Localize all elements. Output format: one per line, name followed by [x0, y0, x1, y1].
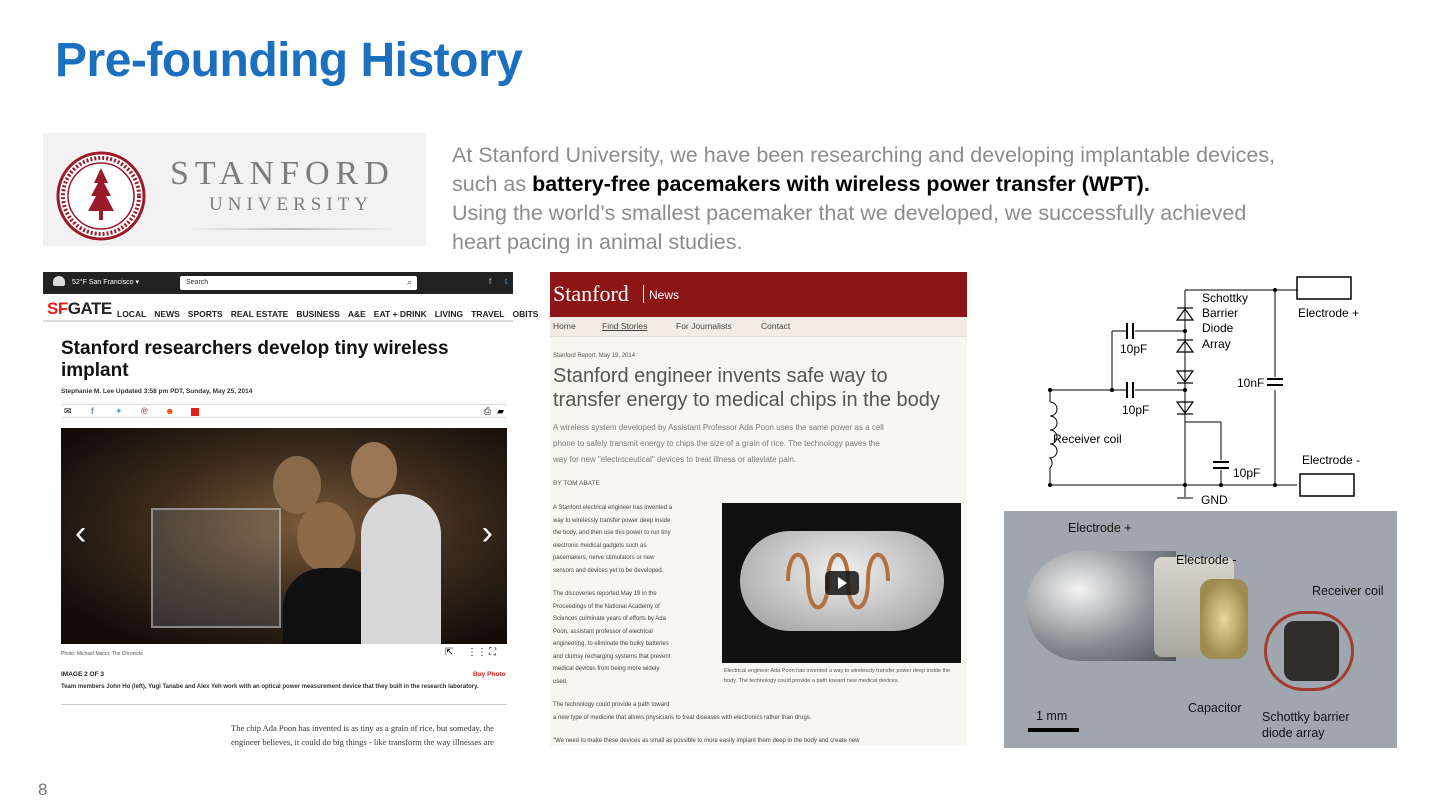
sfgate-gallery-photo: [61, 428, 507, 644]
photo-label-schottky-2: diode array: [1262, 726, 1325, 740]
intro-paragraph: [452, 141, 1412, 257]
device-electrode-minus: [1200, 579, 1248, 659]
photo-label-electrode-plus: Electrode +: [1068, 521, 1132, 535]
fullscreen-icon[interactable]: ⛶: [489, 647, 496, 658]
label-array: Array: [1202, 337, 1231, 351]
label-cap2: 10pF: [1122, 403, 1150, 417]
slide-title: Pre-founding History: [55, 34, 523, 87]
sfgate-nav-item[interactable]: A&E: [347, 309, 366, 319]
facebook-share-icon[interactable]: f: [91, 406, 94, 416]
sfgate-nav-item[interactable]: LIVING: [434, 309, 464, 319]
sn-dek: [553, 420, 967, 468]
intro-line-2-prefix: such as: [452, 172, 533, 196]
stanford-logo: [43, 133, 426, 246]
photo-person-3: [297, 502, 355, 572]
label-receiver-coil: Receiver coil: [1053, 432, 1122, 446]
sfgate-caption: Team members John Ho (left), Yugi Tanabe and Alex Yeh work with an optical power measurement device that they built in the research laboratory.: [61, 684, 479, 690]
share-photo-icon[interactable]: ⇱: [445, 647, 454, 658]
pinterest-icon[interactable]: ℗: [141, 406, 148, 416]
label-electrode-minus: Electrode -: [1302, 453, 1361, 467]
photo-apparatus: [151, 508, 281, 628]
sfgate-nav-item[interactable]: TRAVEL: [471, 309, 505, 319]
logo-divider: [183, 228, 398, 230]
photo-scale-bar: [1028, 728, 1079, 732]
sn-nav-item[interactable]: For Journalists: [676, 321, 732, 331]
stanford-news-header: [550, 272, 967, 317]
photo-scale-label: 1 mm: [1036, 709, 1068, 723]
sn-text-line: used.: [553, 678, 568, 685]
sn-tail-line-2: a new type of medicine that allows physicians to treat diseases with electronics rather than drugs.: [553, 715, 812, 721]
sfgate-share-bar: [61, 404, 507, 418]
sn-text-line: Poon, assistant professor of electrical: [553, 628, 653, 635]
label-gnd: GND: [1201, 493, 1228, 507]
sn-text-line: the body, and then use this power to run tiny: [553, 530, 671, 536]
photo-label-electrode-minus: Electrode -: [1176, 553, 1237, 567]
circuit-diagram: [1025, 272, 1410, 512]
search-icon[interactable]: ⌕: [406, 277, 412, 287]
sfgate-article-screenshot: [43, 272, 539, 747]
stanford-news-screenshot: [550, 272, 967, 746]
sn-tail-line-1: The technology could provide a path toward: [553, 702, 670, 708]
sn-text-line: way to wirelessly transfer power deep inside: [553, 517, 671, 524]
intro-line-2: [452, 170, 1412, 199]
intro-line-1: At Stanford University, we have been researching and developing implantable devices,: [452, 143, 1276, 167]
sn-paragraph-2: [553, 588, 718, 688]
sfgate-brand[interactable]: SFGATE: [47, 299, 112, 318]
email-icon[interactable]: ✉: [64, 406, 72, 416]
sfgate-nav-item[interactable]: SPORTS: [187, 309, 223, 319]
sfgate-nav-item[interactable]: EAT + DRINK: [373, 309, 427, 319]
label-barrier: Barrier: [1202, 306, 1239, 320]
sn-text-line: Sciences culminate years of efforts by Ada: [553, 616, 666, 622]
sfgate-weather: 52°F San Francisco ▾: [72, 279, 140, 286]
logo-stanford-text: STANFORD: [170, 155, 395, 192]
intro-highlight: battery-free pacemakers with wireless power transfer (WPT).: [532, 172, 1150, 196]
sn-tail-line-3: "We need to make these devices as small as possible to more easily implant them deep in the body and create new: [553, 738, 860, 744]
photo-shirt-white: [361, 494, 441, 644]
stanford-news-brand[interactable]: Stanford: [553, 281, 629, 306]
sn-dek-line-1: A wireless system developed by Assistant Professor Ada Poon uses the same power as a cell: [553, 423, 884, 432]
brand-separator: [643, 285, 644, 303]
cloud-icon: [53, 276, 65, 286]
sn-author: BY TOM ABATE: [553, 480, 600, 487]
sn-nav-item[interactable]: Find Stories: [602, 321, 648, 331]
sfgate-photo-credit: Photo: Michael Macor, The Chronicle: [61, 651, 143, 657]
device-chip: [1284, 621, 1339, 681]
sfgate-nav-item[interactable]: REAL ESTATE: [230, 309, 289, 319]
stanford-news-section: News: [649, 288, 680, 302]
stanford-seal-icon: [56, 151, 146, 241]
label-cap1: 10pF: [1120, 342, 1148, 356]
sfgate-topbar: [43, 272, 513, 294]
sn-paragraph-1: [553, 502, 718, 577]
sfgate-nav: [43, 294, 539, 322]
sfgate-body-line-2: engineer believes, it could do big things - like transform the way illnesses are: [231, 737, 494, 747]
sfgate-image-count: IMAGE 2 OF 3: [61, 671, 104, 678]
grid-icon[interactable]: ⋮⋮: [467, 647, 487, 658]
sn-text-line: and clumsy recharging systems that prevent: [553, 653, 671, 660]
photo-label-receiver-coil: Receiver coil: [1312, 584, 1384, 598]
sfgate-search-input[interactable]: [180, 276, 417, 290]
sfgate-divider: [61, 704, 507, 705]
print-icon[interactable]: ⎙: [483, 406, 491, 416]
sfgate-nav-item[interactable]: BUSINESS: [296, 309, 340, 319]
buy-photo-link[interactable]: Buy Photo: [473, 671, 506, 678]
sn-nav-item[interactable]: Home: [553, 321, 576, 331]
intro-line-3: Using the world’s smallest pacemaker that we developed, we successfully achieved: [452, 201, 1247, 225]
sn-dek-line-2: phone to safely transmit energy to chips the size of a grain of rice. The technology paves the: [553, 439, 880, 448]
sn-text-line: electronic medical gadgets such as: [553, 542, 647, 549]
sn-headline-line-1: Stanford engineer invents safe way to: [553, 365, 888, 387]
sfgate-nav-item[interactable]: NEWS: [154, 309, 180, 319]
photo-person-2: [351, 442, 397, 498]
sfgate-nav-item[interactable]: LOCAL: [117, 309, 147, 319]
reddit-icon[interactable]: ☻: [165, 406, 175, 416]
sn-dek-line-3: way for new "electroceutical" devices to treat illness or alleviate pain.: [553, 455, 797, 464]
label-cap3: 10nF: [1237, 376, 1265, 390]
label-schottky: Schottky: [1202, 291, 1249, 305]
sn-text-line: pacemakers, nerve stimulators or new: [553, 555, 655, 561]
sfgate-nav-item[interactable]: OBITS: [512, 309, 539, 319]
sfgate-nav-items: [117, 304, 546, 322]
electrode-minus-box: [1300, 474, 1354, 496]
sn-text-line: Proceedings of the National Academy of: [553, 603, 660, 610]
sfgate-headline: Stanford researchers develop tiny wireless implant: [61, 338, 449, 381]
electrode-plus-box: [1297, 277, 1351, 299]
sn-nav-item[interactable]: Contact: [761, 321, 791, 331]
gallery-prev-icon[interactable]: ‹: [75, 514, 87, 552]
comment-icon[interactable]: ▰: [497, 406, 504, 416]
sfgate-byline: Stephanie M. Lee Updated 3:58 pm PDT, Sunday, May 25, 2014: [61, 388, 253, 395]
play-icon[interactable]: [825, 571, 859, 595]
sn-dateline: Stanford Report, May 19, 2014: [553, 353, 636, 359]
label-cap4: 10pF: [1233, 466, 1261, 480]
sn-text-line: engineering, to eliminate the bulky batteries: [553, 641, 669, 647]
sn-text-line: The discoveries reported May 19 in the: [553, 591, 657, 597]
sn-video-caption: Electrical engineer Ada Poon has invented a way to wirelessly transfer power deep inside the body. The technology could provide a path toward new medical devices.: [724, 668, 951, 684]
intro-line-4: heart pacing in animal studies.: [452, 230, 743, 254]
photo-label-schottky-1: Schottky barrier: [1262, 710, 1350, 724]
stanford-news-nav: [550, 317, 967, 337]
sfgate-search-placeholder: Search: [186, 279, 209, 286]
sn-text-line: medical devices from being more widely: [553, 666, 660, 672]
sn-headline-line-2: transfer energy to medical chips in the body: [553, 389, 940, 411]
sn-text-line: sensors and devices yet to be developed.: [553, 567, 664, 574]
sn-text-line: A Stanford electrical engineer has invented a: [553, 505, 673, 511]
photo-label-capacitor: Capacitor: [1188, 701, 1242, 715]
twitter-icon[interactable]: t: [505, 277, 508, 286]
pacemaker-device-photo: [1004, 511, 1397, 748]
sn-video[interactable]: [722, 503, 961, 663]
logo-university-text: UNIVERSITY: [209, 194, 373, 215]
label-electrode-plus: Electrode +: [1298, 306, 1360, 320]
facebook-icon[interactable]: f: [489, 277, 492, 286]
label-diode: Diode: [1202, 321, 1234, 335]
flipboard-icon[interactable]: [191, 408, 199, 416]
twitter-share-icon[interactable]: ✦: [115, 406, 123, 416]
page-number: 8: [38, 780, 48, 799]
sfgate-body-line-1: The chip Ada Poon has invented is as tiny as a grain of rice, but someday, the: [231, 723, 494, 733]
gallery-next-icon[interactable]: ›: [481, 514, 493, 552]
